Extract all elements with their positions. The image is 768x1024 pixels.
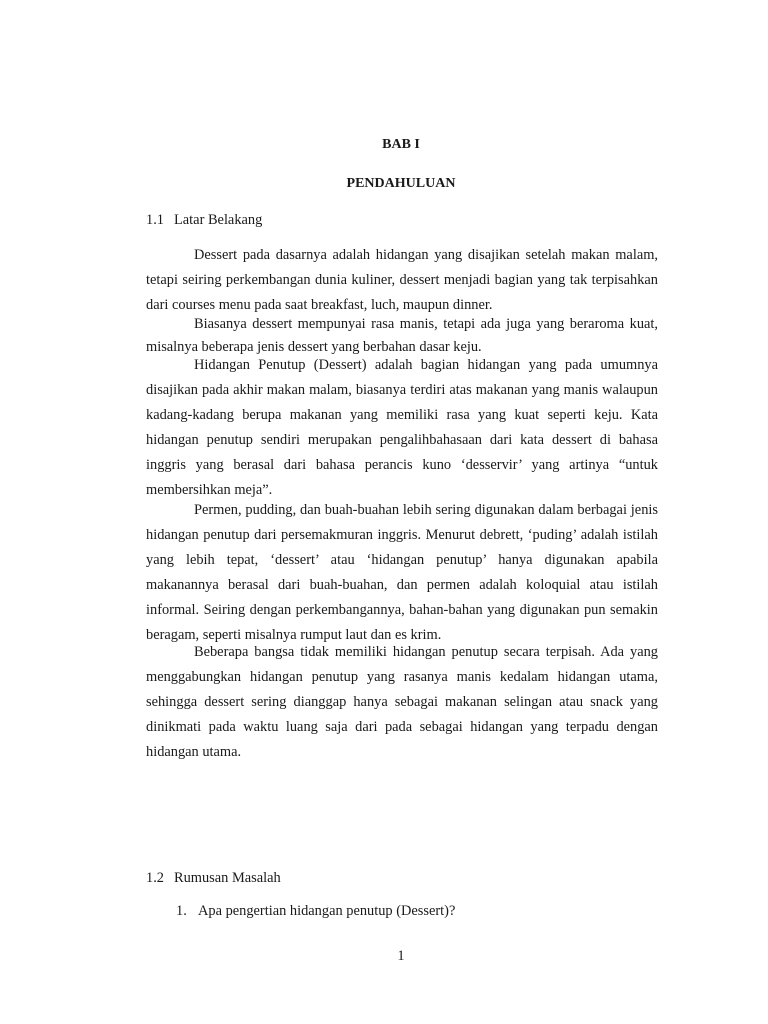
paragraph-1: Dessert pada dasarnya adalah hidangan yang disajikan setelah makan malam, tetapi seiring perkembangan dunia kuliner, dessert menjadi bagian yang tak terpisahkan dari courses menu pada saat breakfast, luch, maupun dinner. — [146, 247, 658, 313]
paragraph-2: Biasanya dessert mempunyai rasa manis, tetapi ada juga yang beraroma kuat, misalnya beberapa jenis dessert yang berbahan dasar keju. — [146, 316, 658, 355]
section-title: Rumusan Masalah — [174, 870, 281, 886]
paragraph-4: Permen, pudding, dan buah-buahan lebih sering digunakan dalam berbagai jenis hidangan penutup dari persemakmuran inggris. Menurut debrett, ‘puding’ adalah istilah yang lebih tepat, ‘dessert’ atau ‘hidangan penutup’ hanya digunakan apabila makanannya berasal dari buah-buahan, dan permen adalah koloquial atau istilah informal. Seiring dengan perkembangannya, bahan-bahan yang digunakan pun semakin beragam, seperti misalnya rumput laut dan es krim. — [146, 502, 658, 643]
paragraph-5: Beberapa bangsa tidak memiliki hidangan penutup secara terpisah. Ada yang menggabungkan hidangan penutup yang rasanya manis kedalam hidangan utama, sehingga dessert sering dianggap hanya sebagai makanan selingan atau snack yang dinikmati pada waktu luang saja dari pada sebagai hidangan yang terpadu dengan hidangan utama. — [146, 644, 658, 760]
list-marker: 1. — [176, 903, 187, 919]
section-heading-rumusan-masalah — [146, 870, 281, 887]
section-heading-latar-belakang — [146, 212, 262, 229]
page-number: 1 — [397, 948, 405, 964]
paragraph-3: Hidangan Penutup (Dessert) adalah bagian hidangan yang pada umumnya disajikan pada akhir makan malam, biasanya terdiri atas makanan yang manis walaupun kadang-kadang berupa makanan yang memiliki rasa yang kuat seperti keju. Kata hidangan penutup sendiri merupakan pengalihbahasaan dari kata dessert di bahasa inggris yang berasal dari bahasa perancis kuno ‘desservir’ yang artinya “untuk membersihkan meja”. — [146, 357, 658, 498]
list-item — [176, 903, 455, 920]
section-number: 1.1 — [146, 212, 164, 228]
chapter-label: BAB I — [382, 137, 420, 152]
chapter-title: PENDAHULUAN — [346, 176, 456, 191]
list-item-text: Apa pengertian hidangan penutup (Dessert)? — [198, 903, 456, 919]
section-title: Latar Belakang — [174, 212, 263, 228]
section-number: 1.2 — [146, 870, 164, 886]
